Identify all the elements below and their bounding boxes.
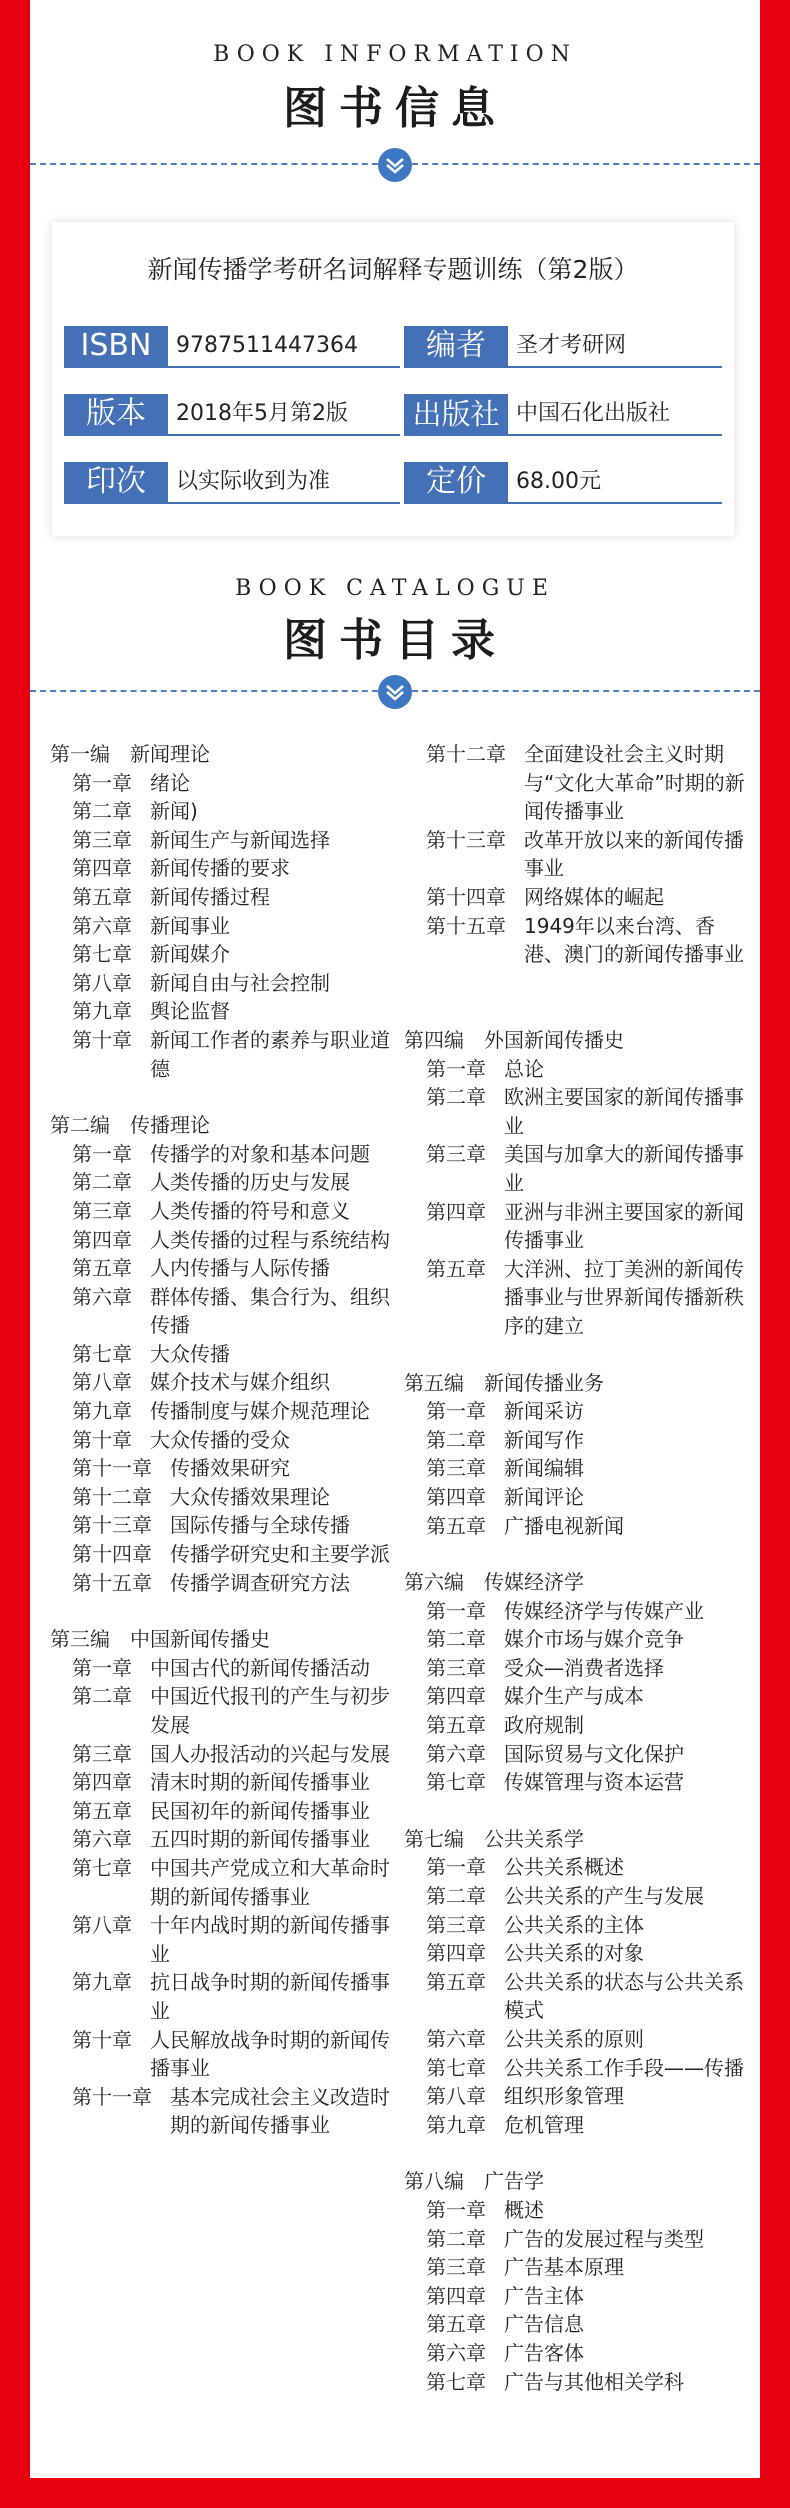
chapter-title: 新闻传播过程 — [150, 884, 270, 909]
chapter-number: 第三章 — [72, 1741, 132, 1766]
catalogue-chapter — [50, 1768, 402, 1797]
catalogue-chapter — [404, 2196, 754, 2225]
isbn-row — [64, 326, 400, 370]
catalogue-chapter — [404, 1711, 754, 1740]
catalogue-part-heading: 第六编 传媒经济学 — [404, 1570, 584, 1595]
catalogue-chapter — [50, 1226, 402, 1255]
chapter-number: 第五章 — [72, 884, 132, 909]
chapter-title: 新闻工作者的素养与职业道德 — [150, 1027, 390, 1081]
price-label: 定价 — [404, 462, 508, 502]
catalogue-chapter — [404, 2282, 754, 2311]
chapter-title: 受众—消费者选择 — [504, 1655, 664, 1680]
editor-label: 编者 — [404, 326, 508, 366]
catalogue-chapter — [404, 826, 754, 883]
chapter-number: 第三章 — [426, 1912, 486, 1937]
chapter-number: 第三章 — [426, 1456, 486, 1481]
chapter-number: 第五章 — [426, 1713, 486, 1738]
chapter-number: 第五章 — [72, 1256, 132, 1281]
publisher-row — [404, 394, 722, 438]
catalogue-chapter — [50, 1397, 402, 1426]
catalogue-chapter — [404, 2339, 754, 2368]
catalogue-part-heading: 第八编 广告学 — [404, 2169, 544, 2194]
chapter-title: 总论 — [504, 1056, 544, 1081]
chapter-title: 改革开放以来的新闻传播事业 — [524, 827, 744, 881]
chapter-title: 人民解放战争时期的新闻传播事业 — [150, 2027, 390, 2081]
catalogue-chapter — [404, 2025, 754, 2054]
chapter-number: 第一章 — [72, 770, 132, 795]
chapter-number: 第十四章 — [426, 884, 506, 909]
chapter-title: 广告与其他相关学科 — [504, 2369, 684, 2394]
chapter-title: 大众传播的受众 — [150, 1427, 290, 1452]
edition-value: 2018年5月第2版 — [176, 401, 348, 426]
catalogue-part-heading: 第四编 外国新闻传播史 — [404, 1028, 624, 1052]
edition-label: 版本 — [64, 394, 168, 434]
chapter-number: 第一章 — [72, 1141, 132, 1166]
chapter-title: 网络媒体的崛起 — [524, 884, 664, 909]
catalogue-title-en: BOOK CATALOGUE — [235, 576, 555, 601]
chapter-title: 人类传播的符号和意义 — [150, 1198, 350, 1223]
chapter-number: 第七章 — [426, 2055, 486, 2080]
section-gap — [404, 1797, 754, 1825]
chapter-title: 新闻生产与新闻选择 — [150, 827, 330, 852]
chapter-number: 第七章 — [426, 2369, 486, 2394]
price-value: 68.00元 — [516, 469, 601, 494]
catalogue-chapter — [50, 826, 402, 855]
chapter-title: 清末时期的新闻传播事业 — [150, 1770, 370, 1795]
chapter-number: 第八章 — [72, 1370, 132, 1395]
chapter-title: 人内传播与人际传播 — [150, 1256, 330, 1281]
catalogue-chapter — [404, 1768, 754, 1797]
chapter-number: 第十五章 — [72, 1570, 152, 1595]
chapter-number: 第五章 — [72, 1798, 132, 1823]
chapter-number: 第二章 — [72, 799, 132, 824]
chapter-number: 第四章 — [426, 1684, 486, 1709]
catalogue-chapter — [50, 1454, 402, 1483]
catalogue-chapter — [50, 1569, 402, 1598]
catalogue-chapter — [404, 1083, 754, 1140]
chapter-title: 人类传播的历史与发展 — [150, 1170, 350, 1195]
chapter-number: 第九章 — [426, 2112, 486, 2137]
chapter-number: 第十四章 — [72, 1542, 152, 1567]
chapter-title: 十年内战时期的新闻传播事业 — [150, 1913, 390, 1966]
catalogue-chapter — [50, 1797, 402, 1826]
catalogue-chapter — [404, 1968, 754, 2025]
chapter-number: 第十章 — [72, 1027, 132, 1052]
chapter-number: 第一章 — [426, 1855, 486, 1880]
catalogue-chapter — [50, 997, 402, 1026]
catalogue-chapter — [50, 1426, 402, 1455]
chapter-title: 概述 — [504, 2197, 544, 2222]
catalogue-part-heading: 第二编 传播理论 — [50, 1113, 210, 1138]
chapter-number: 第五章 — [426, 2312, 486, 2337]
chapter-number: 第七章 — [72, 942, 132, 967]
chapter-number: 第一章 — [426, 1399, 486, 1424]
catalogue-right-column — [404, 1026, 754, 2396]
editor-row — [404, 326, 722, 370]
isbn-value: 9787511447364 — [176, 333, 358, 358]
catalogue-chapter — [50, 912, 402, 941]
publisher-label: 出版社 — [404, 394, 508, 434]
price-underline — [404, 502, 722, 504]
catalogue-chapter — [404, 1853, 754, 1882]
catalogue-chapter — [50, 1825, 402, 1854]
chapter-title: 群体传播、集合行为、组织传播 — [150, 1284, 390, 1338]
catalogue-chapter — [404, 2054, 754, 2083]
chapter-title: 美国与加拿大的新闻传播事业 — [504, 1142, 744, 1195]
chapter-title: 危机管理 — [504, 2112, 584, 2137]
chapter-number: 第二章 — [72, 1684, 132, 1709]
chapter-title: 亚洲与非洲主要国家的新闻传播事业 — [504, 1199, 744, 1253]
catalogue-chapter — [404, 1654, 754, 1683]
catalogue-chapter — [404, 2225, 754, 2254]
chapter-number: 第九章 — [72, 1970, 132, 1995]
chapter-number: 第十三章 — [72, 1513, 152, 1538]
chapter-number: 第六章 — [72, 913, 132, 938]
chapter-title: 广播电视新闻 — [504, 1513, 624, 1538]
catalogue-chapter — [50, 1740, 402, 1769]
catalogue-chapter — [404, 1597, 754, 1626]
catalogue-chapter — [50, 1368, 402, 1397]
chapter-number: 第九章 — [72, 1399, 132, 1424]
chapter-number: 第一章 — [72, 1655, 132, 1680]
catalogue-chapter — [404, 2310, 754, 2339]
section-gap — [50, 1083, 402, 1111]
edition-underline — [64, 434, 400, 436]
chapter-title: 组织形象管理 — [504, 2084, 624, 2109]
section-gap — [404, 1341, 754, 1369]
book-info-card — [52, 222, 734, 536]
chapter-title: 民国初年的新闻传播事业 — [150, 1798, 370, 1823]
catalogue-left-column — [50, 740, 402, 2140]
chapter-title: 传播制度与媒介规范理论 — [150, 1399, 370, 1424]
chapter-title: 传播效果研究 — [170, 1456, 290, 1481]
chapter-number: 第十五章 — [426, 913, 506, 938]
catalogue-chapter — [404, 1512, 754, 1541]
chapter-number: 第二章 — [426, 1627, 486, 1652]
chapter-number: 第三章 — [426, 1142, 486, 1167]
chapter-number: 第四章 — [426, 1484, 486, 1509]
catalogue-chapter — [50, 1168, 402, 1197]
chapter-number: 第二章 — [426, 1884, 486, 1909]
book-title: 新闻传播学考研名词解释专题训练（第2版） — [147, 255, 639, 284]
section-gap — [404, 2139, 754, 2167]
chapter-number: 第十二章 — [426, 742, 506, 766]
catalogue-chapter — [50, 769, 402, 798]
chapter-title: 国人办报活动的兴起与发展 — [150, 1741, 390, 1766]
printing-underline — [64, 502, 400, 504]
chapter-number: 第五章 — [426, 1513, 486, 1538]
chapter-number: 第四章 — [72, 1227, 132, 1252]
catalogue-chapter — [404, 1911, 754, 1940]
printing-value: 以实际收到为准 — [176, 469, 331, 494]
chapter-number: 第四章 — [426, 1199, 486, 1224]
chapter-title: 传播学的对象和基本问题 — [150, 1141, 370, 1166]
chapter-title: 媒介技术与媒介组织 — [150, 1370, 330, 1395]
catalogue-title-cn: 图书目录 — [283, 615, 507, 666]
chapter-title: 广告主体 — [504, 2283, 584, 2308]
catalogue-chapter — [404, 1939, 754, 1968]
chapter-title: 大众传播 — [150, 1341, 230, 1366]
catalogue-chapter — [404, 2368, 754, 2397]
chapter-number: 第四章 — [426, 1941, 486, 1966]
chapter-title: 新闻事业 — [150, 913, 230, 938]
chapter-title: 新闻媒介 — [150, 942, 230, 967]
chapter-number: 第九章 — [72, 999, 132, 1024]
catalogue-chapter — [50, 2026, 402, 2083]
chapter-title: 公共关系的主体 — [504, 1912, 644, 1937]
section-gap — [50, 1597, 402, 1625]
chapter-title: 传播学研究史和主要学派 — [170, 1542, 390, 1567]
catalogue-chapter — [404, 912, 754, 969]
chapter-number: 第三章 — [426, 2255, 486, 2280]
catalogue-chapter — [50, 883, 402, 912]
chapter-title: 公共关系概述 — [504, 1855, 624, 1880]
editor-underline — [404, 366, 722, 368]
chapter-number: 第十一章 — [72, 2084, 152, 2109]
chapter-title: 媒介生产与成本 — [504, 1684, 644, 1709]
catalogue-chapter — [404, 1882, 754, 1911]
chapter-number: 第二章 — [72, 1170, 132, 1195]
catalogue-part-heading: 第五编 新闻传播业务 — [404, 1370, 604, 1395]
section-gap — [404, 1540, 754, 1568]
catalogue-chapter — [50, 1254, 402, 1283]
catalogue-chapter — [50, 1283, 402, 1340]
chapter-number: 第一章 — [426, 2197, 486, 2222]
catalogue-chapter — [50, 1026, 402, 1083]
printing-row — [64, 462, 400, 506]
catalogue-part-heading: 第七编 公共关系学 — [404, 1826, 584, 1851]
chapter-title: 中国近代报刊的产生与初步发展 — [150, 1684, 390, 1737]
chapter-number: 第十一章 — [72, 1456, 152, 1481]
catalogue-chapter — [50, 2083, 402, 2140]
catalogue-part-heading: 第一编 新闻理论 — [50, 742, 210, 766]
chapter-title: 新闻写作 — [504, 1427, 584, 1452]
catalogue-chapter — [404, 1740, 754, 1769]
chapter-title: 广告信息 — [504, 2312, 584, 2337]
catalogue-chapter — [50, 1654, 402, 1683]
isbn-label: ISBN — [64, 326, 168, 366]
chapter-number: 第八章 — [426, 2084, 486, 2109]
catalogue-chapter — [50, 1483, 402, 1512]
catalogue-chapter — [50, 1197, 402, 1226]
chapter-number: 第三章 — [72, 827, 132, 852]
chapter-title: 传播学调查研究方法 — [170, 1570, 350, 1595]
chapter-number: 第十二章 — [72, 1484, 152, 1509]
chapter-number: 第四章 — [72, 856, 132, 881]
catalogue-chapter — [404, 1483, 754, 1512]
chapter-title: 传媒经济学与传媒产业 — [504, 1598, 704, 1623]
chapter-number: 第二章 — [426, 1427, 486, 1452]
chapter-title: 传媒管理与资本运营 — [504, 1770, 684, 1795]
page-sheet — [30, 0, 760, 2478]
chapter-title: 广告基本原理 — [504, 2255, 624, 2280]
chapter-title: 新闻自由与社会控制 — [150, 970, 330, 995]
chevron-down-icon — [378, 148, 412, 182]
chapter-number: 第六章 — [426, 1741, 486, 1766]
catalogue-chapter — [404, 1426, 754, 1455]
chapter-title: 新闻采访 — [504, 1399, 584, 1424]
catalogue-chapter — [404, 883, 754, 912]
catalogue-chapter — [50, 940, 402, 969]
catalogue-chapter — [404, 1140, 754, 1197]
chapter-title: 政府规制 — [504, 1713, 584, 1738]
catalogue-chapter — [404, 2082, 754, 2111]
chapter-title: 人类传播的过程与系统结构 — [150, 1227, 390, 1252]
catalogue-chapter — [50, 797, 402, 826]
catalogue-chapter — [50, 1540, 402, 1569]
catalogue-chapter — [50, 1968, 402, 2025]
catalogue-chapter — [50, 969, 402, 998]
chapter-title: 新闻传播的要求 — [150, 856, 290, 881]
chapter-number: 第一章 — [426, 1598, 486, 1623]
catalogue-chapter — [404, 1397, 754, 1426]
chapter-number: 第五章 — [426, 1256, 486, 1281]
catalogue-chapter — [50, 1140, 402, 1169]
chapter-title: 大洋洲、拉丁美洲的新闻传播事业与世界新闻传播新秩序的建立 — [504, 1256, 744, 1338]
chevron-down-icon — [378, 675, 412, 709]
catalogue-chapter — [404, 1625, 754, 1654]
chapter-title: 中国古代的新闻传播活动 — [150, 1655, 370, 1680]
chapter-title: 抗日战争时期的新闻传播事业 — [150, 1970, 390, 2023]
chapter-number: 第十章 — [72, 2027, 132, 2052]
catalogue-chapter — [404, 1454, 754, 1483]
chapter-number: 第七章 — [72, 1341, 132, 1366]
edition-row — [64, 394, 400, 438]
chapter-title: 新闻评论 — [504, 1484, 584, 1509]
chapter-number: 第一章 — [426, 1056, 486, 1081]
chapter-number: 第六章 — [72, 1284, 132, 1309]
chapter-title: 国际贸易与文化保护 — [504, 1741, 684, 1766]
catalogue-chapter — [404, 1255, 754, 1341]
catalogue-right-top — [404, 740, 754, 969]
chapter-number: 第八章 — [72, 1913, 132, 1938]
chapter-title: 舆论监督 — [150, 999, 230, 1024]
chapter-title: 五四时期的新闻传播事业 — [150, 1827, 370, 1852]
catalogue-chapter — [50, 1854, 402, 1911]
chapter-title: 公共关系的原则 — [504, 2027, 644, 2051]
printing-label: 印次 — [64, 462, 168, 502]
editor-value: 圣才考研网 — [516, 333, 627, 358]
catalogue-chapter — [50, 1340, 402, 1369]
chapter-number: 第三章 — [72, 1198, 132, 1223]
chapter-title: 新闻编辑 — [504, 1456, 584, 1481]
chapter-title: 大众传播效果理论 — [170, 1484, 330, 1509]
price-row — [404, 462, 722, 506]
catalogue-chapter — [404, 1682, 754, 1711]
publisher-value: 中国石化出版社 — [516, 401, 671, 426]
info-title-cn: 图书信息 — [283, 83, 507, 134]
catalogue-part-heading: 第三编 中国新闻传播史 — [50, 1627, 270, 1652]
catalogue-chapter — [404, 2111, 754, 2140]
chapter-title: 国际传播与全球传播 — [170, 1513, 350, 1538]
chapter-title: 广告的发展过程与类型 — [504, 2226, 704, 2251]
chapter-number: 第四章 — [426, 2283, 486, 2308]
chapter-number: 第五章 — [426, 1969, 486, 1994]
publisher-underline — [404, 434, 722, 436]
chapter-number: 第六章 — [426, 2027, 486, 2051]
catalogue-chapter — [404, 1055, 754, 1084]
chapter-title: 欧洲主要国家的新闻传播事业 — [504, 1085, 744, 1138]
chapter-number: 第六章 — [426, 2340, 486, 2365]
chapter-title: 广告客体 — [504, 2340, 584, 2365]
chapter-title: 媒介市场与媒介竞争 — [504, 1627, 684, 1652]
chapter-title: 公共关系的对象 — [504, 1941, 644, 1966]
chapter-title: 全面建设社会主义时期与“文化大革命”时期的新闻传播事业 — [524, 742, 745, 824]
chapter-title: 中国共产党成立和大革命时期的新闻传播事业 — [150, 1855, 390, 1909]
info-title-en: BOOK INFORMATION — [213, 42, 577, 67]
chapter-title: 绪论 — [150, 770, 190, 795]
chapter-title: 基本完成社会主义改造时期的新闻传播事业 — [170, 2084, 390, 2138]
chapter-number: 第二章 — [426, 1085, 486, 1110]
chapter-number: 第三章 — [426, 1655, 486, 1680]
isbn-underline — [64, 366, 400, 368]
catalogue-chapter — [50, 1682, 402, 1739]
catalogue-chapter — [404, 2253, 754, 2282]
chapter-number: 第四章 — [72, 1770, 132, 1795]
chapter-number: 第六章 — [72, 1827, 132, 1852]
chapter-number: 第七章 — [426, 1770, 486, 1795]
chapter-title: 公共关系工作手段——传播 — [504, 2055, 744, 2080]
catalogue-chapter — [404, 740, 754, 826]
chapter-title: 公共关系的产生与发展 — [504, 1884, 704, 1909]
chapter-number: 第十三章 — [426, 827, 506, 852]
catalogue-chapter — [50, 1511, 402, 1540]
catalogue-chapter — [50, 1911, 402, 1968]
catalogue-chapter — [404, 1198, 754, 1255]
chapter-title: 公共关系的状态与公共关系模式 — [504, 1969, 744, 2023]
catalogue-chapter — [50, 854, 402, 883]
chapter-title: 新闻) — [150, 799, 198, 824]
chapter-number: 第八章 — [72, 970, 132, 995]
chapter-title: 1949年以来台湾、香港、澳门的新闻传播事业 — [524, 913, 744, 967]
chapter-number: 第二章 — [426, 2226, 486, 2251]
chapter-number: 第十章 — [72, 1427, 132, 1452]
chapter-number: 第七章 — [72, 1855, 132, 1880]
